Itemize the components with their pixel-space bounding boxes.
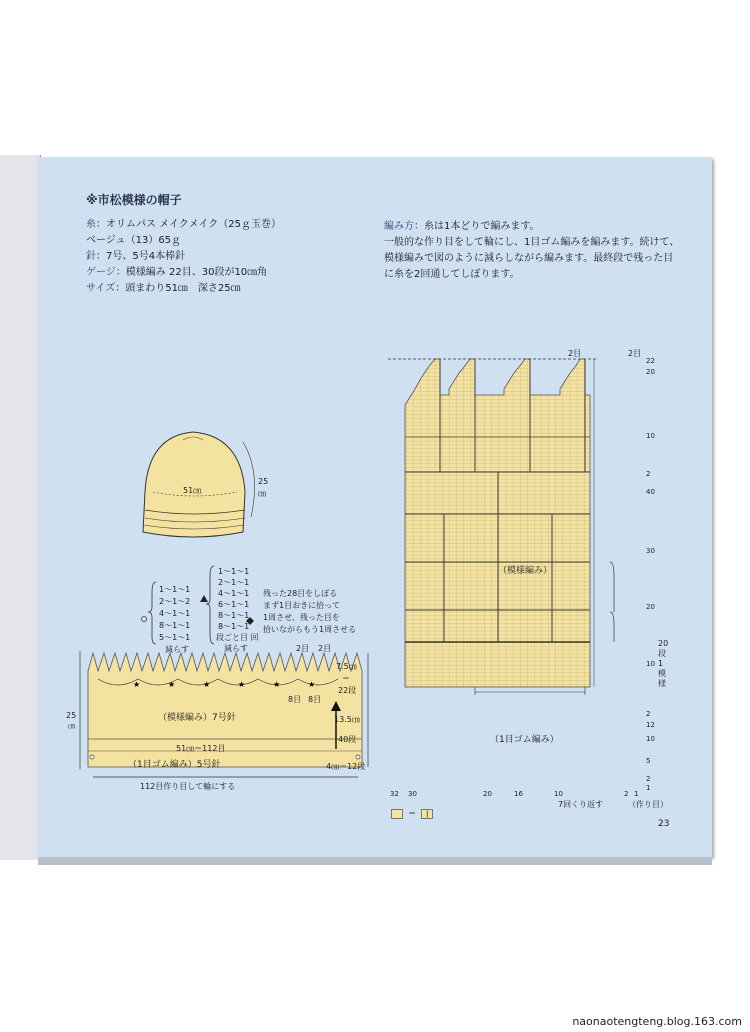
materials-text: ：模様編み 22目、30段が10㎝角 — [115, 267, 268, 278]
chart-repeat-label: 7回くり返す — [558, 800, 604, 809]
materials-text: ：7号、5号4本棒針 — [96, 251, 186, 262]
chart-pattern-label: （模様編み） — [498, 566, 553, 576]
svg-text:★: ★ — [238, 680, 246, 689]
schematic-eight-1: 8目 — [288, 695, 302, 704]
chart-rib-label: （1目ゴム編み） — [490, 735, 559, 745]
legend-swatch — [391, 809, 403, 819]
knitting-chart — [378, 342, 678, 822]
materials-text: ：頭まわり51㎝ 深さ25㎝ — [115, 283, 241, 294]
schematic-rib-dim: 4㎝＝12段 — [326, 762, 366, 771]
schematic-rib-label: （1目ゴム編み）5号針 — [128, 760, 221, 770]
svg-text:★: ★ — [273, 680, 281, 689]
schematic-width-label: 51㎝＝112目 — [176, 744, 226, 753]
svg-text:★: ★ — [203, 680, 211, 689]
materials-label: 糸 — [86, 219, 96, 230]
schematic-top-rows: 22段 — [338, 686, 357, 695]
instructions-label: 編み方 — [384, 221, 414, 232]
page-edge — [38, 857, 712, 865]
hat-depth-unit: ㎝ — [258, 489, 266, 498]
schematic-cast-on: 112目作り目して輪にする — [140, 782, 236, 791]
materials-row — [86, 250, 185, 264]
hat-depth: 25 — [258, 477, 269, 486]
page-title: ※市松模様の帽子 — [86, 193, 182, 207]
schematic-pattern-label: （模様編み）7号針 — [158, 713, 236, 723]
schematic-eq: ＝ — [342, 674, 350, 683]
materials-label: ゲージ — [86, 267, 116, 278]
chart-side-label: 20段1模様 — [658, 639, 669, 688]
materials-row — [86, 218, 281, 232]
instructions-line: 模様編みで図のように減らしながら編みます。最終段で残った目 — [384, 253, 674, 264]
page-number: 23 — [658, 819, 670, 829]
chart-top-label: 2目 — [568, 349, 582, 358]
book-spine — [0, 155, 41, 860]
materials-label: 針 — [86, 251, 96, 262]
hat-circumference: 51㎝ — [183, 486, 202, 495]
svg-text:★: ★ — [133, 680, 141, 689]
schematic-eight-2: 8目 — [308, 695, 322, 704]
legend-eq: ＝ — [408, 809, 417, 818]
schematic-two-2: 2目 — [318, 644, 332, 653]
schematic-top-cm: 7.5㎝ — [336, 662, 357, 671]
chart-cast-on-label: （作り目） — [628, 800, 668, 809]
watermark: naonaotengteng.blog.163.com — [572, 1015, 742, 1028]
schematic-two-1: 2目 — [296, 644, 310, 653]
chart-legend — [391, 803, 433, 818]
schematic-mid-cm: 13.5㎝ — [334, 715, 360, 724]
materials-row — [86, 282, 241, 296]
instructions-line: に糸を2回通してしぼります。 — [384, 269, 520, 280]
materials-row — [86, 234, 181, 248]
book-page: ※市松模様の帽子 糸：オリムパス メイクメイク（25ｇ玉巻） ベージュ（13）65ｇ 針：7号、5号4本棒針 ゲージ：模様編み 22目、30段が10㎝角 サイズ：頭まわり51㎝ 深さ25㎝ 編み方：糸は1本どりで編みます。 一般的な作り目をして輪にし、1目ゴム編みを編みます。続けて、 模様編みで図のように減らしながら編みます。最終段で残った目 に糸を2回通してしぼります。 51㎝ 25 ㎝ 1〜1〜1 2〜1〜2 4〜1〜1 8〜1〜1 5〜1〜1 減らす 1〜1〜1 2〜1〜1 4〜1〜1 6〜1〜1 8〜1〜1 8〜1〜1 段ごと目 回 減らす 残った28目をしぼる まず1目おきに拾って 1周させ、残った目を 拾いながらもう1周させる ★ ★ ★ ★ ★ ★ （模様編み）7号針 51㎝＝112目 （1目ゴム編み）5号針 112目作り目して輪にする 25 ㎝ 7.5㎝ ＝ 22段 13.5㎝ 40段 4㎝＝12段 8目 8目 2目 2目 22 20 10 2 40 30 20 10 2 12 10 5 2 1 32 30 20 16 10 2 1 2目 2目 （模様編み） （1目ゴム編み） 7回くり返す （作り目） 20段1模様 ＝ | 23 — [38, 157, 712, 857]
schematic-mid-rows: 40段 — [338, 735, 357, 744]
materials-text: ベージュ（13）65ｇ — [86, 235, 182, 246]
materials-row — [86, 266, 267, 280]
instructions-line: 編み方：糸は1本どりで編みます。 — [384, 221, 540, 232]
materials-label: サイズ — [86, 283, 116, 294]
hat-illustration — [133, 422, 273, 542]
chart-top-label: 2目 — [628, 349, 642, 358]
svg-text:★: ★ — [308, 680, 316, 689]
materials-text: ：オリムパス メイクメイク（25ｇ玉巻） — [96, 219, 282, 230]
schematic-height-unit: ㎝ — [68, 722, 75, 730]
schematic-height: 25 — [66, 711, 77, 720]
legend-symbol: | — [421, 809, 433, 819]
svg-text:★: ★ — [168, 680, 176, 689]
instructions-line: 一般的な作り目をして輪にし、1目ゴム編みを編みます。続けて、 — [384, 237, 680, 248]
